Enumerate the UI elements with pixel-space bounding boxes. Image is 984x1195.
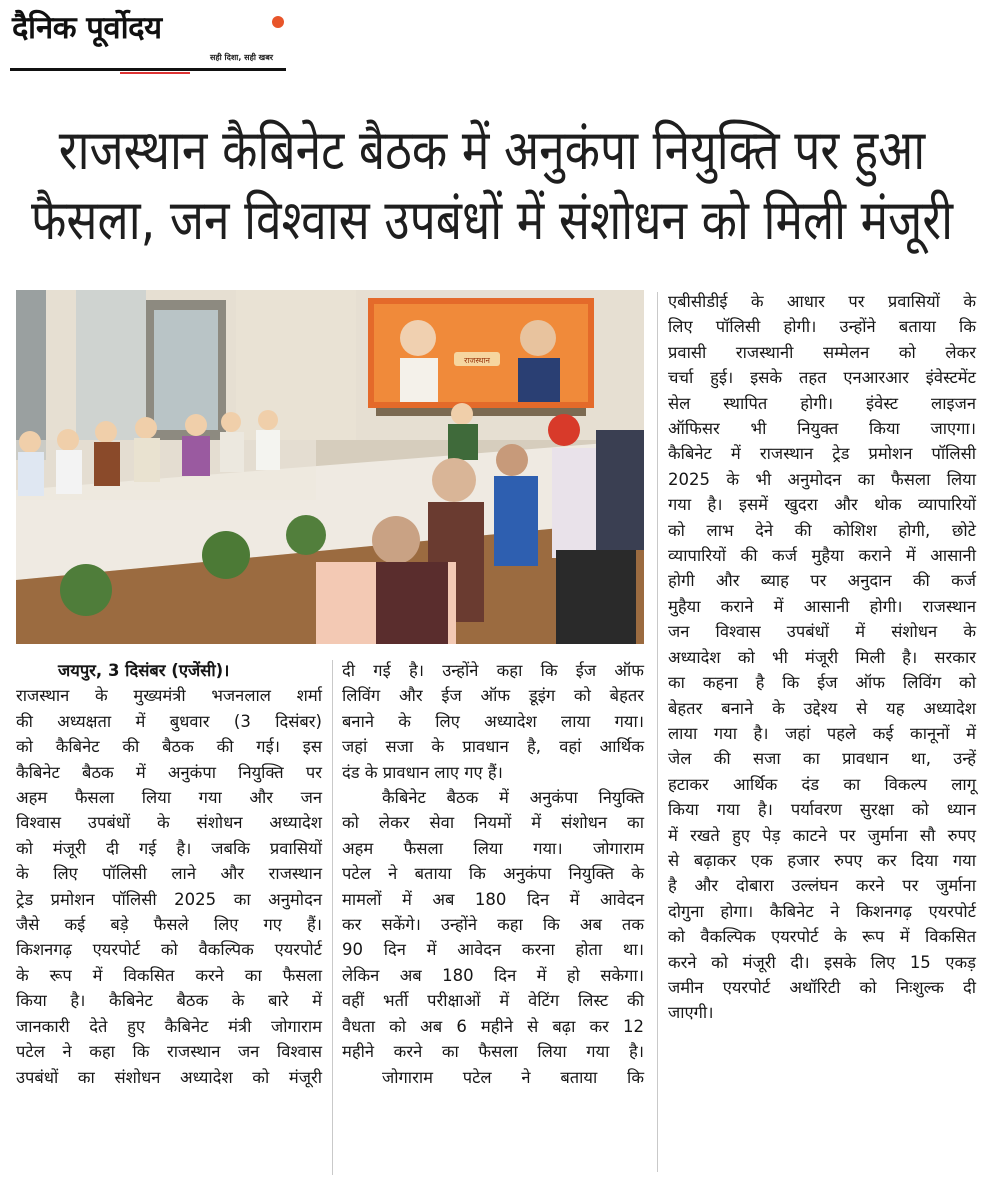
text-line: को लेकर सेवा नियमों में संशोधन का <box>342 813 644 833</box>
text-line: जेल की सजा का प्रावधान था, उन्हें <box>668 749 976 769</box>
text-line: जमीन एयरपोर्ट अथॉरिटी को निःशुल्क दी <box>668 977 976 997</box>
text-line: के रूप में विकसित करने का फैसला <box>16 965 322 985</box>
text-line: किशनगढ़ एयरपोर्ट को वैकल्पिक एयरपोर्ट <box>16 940 322 960</box>
text-line: 2025 के भी अनुमोदन का फैसला लिया <box>668 469 976 489</box>
text-line: लेकिन अब 180 दिन में हो सकेगा। <box>342 965 644 985</box>
masthead-accent-rule <box>120 72 190 74</box>
text-line: बेहतर बनाने के उद्देश्य से यह अध्यादेश <box>668 698 976 718</box>
text-line: से बढ़ाकर एक हजार रुपए कर दिया गया <box>668 850 976 870</box>
text-line: महीने करने का फैसला लिया गया है। <box>342 1042 644 1062</box>
newspaper-name: दैनिक पूर्वोदय <box>12 10 162 46</box>
text-line: को मंजूरी दी गई है। जबकि प्रवासियों <box>16 838 322 858</box>
text-line: को वैकल्पिक एयरपोर्ट के रूप में विकसित <box>668 927 976 947</box>
text-line: पटेल ने कहा कि राजस्थान जन विश्वास <box>16 1042 322 1062</box>
text-line: किया गया है। पर्यावरण सुरक्षा को ध्यान <box>668 800 976 820</box>
text-line: होगी और ब्याह पर अनुदान की कर्ज <box>668 571 976 591</box>
text-line: जानकारी देते हुए कैबिनेट मंत्री जोगाराम <box>16 1016 322 1036</box>
text-line: पटेल ने बताया कि अनुकंपा नियुक्ति के <box>342 864 644 884</box>
text-line: दंड के प्रावधान लाए गए हैं। <box>342 762 503 782</box>
column-divider <box>332 660 333 1175</box>
meeting-illustration <box>16 290 644 644</box>
text-line: लाया गया है। जहां पहले कई कानूनों में <box>668 723 976 743</box>
screen-banner-text: राजस्थान <box>464 356 490 365</box>
text-line: जैसे कई बड़े फैसले लिए गए हैं। <box>16 915 322 935</box>
text-line: ऑफिसर भी नियुक्त किया जाएगा। <box>668 419 976 439</box>
text-line: ट्रेड प्रमोशन पॉलिसी 2025 का अनुमोदन <box>16 889 322 909</box>
article-column-1 <box>16 658 322 1090</box>
column-divider <box>657 292 658 1172</box>
text-line: प्रवासी राजस्थानी सम्मेलन को लेकर <box>668 342 976 362</box>
text-line: को कैबिनेट की बैठक की गई। इस <box>16 737 322 757</box>
text-line: राजस्थान के मुख्यमंत्री भजनलाल शर्मा <box>16 686 322 706</box>
text-line: में रखते हुए पेड़ काटने पर जुर्माना सौ रुपए <box>668 825 976 845</box>
article-column-2 <box>342 658 644 1090</box>
text-line: व्यापारियों की कर्ज मुहैया कराने में आसानी <box>668 546 976 566</box>
headline-line-1: राजस्थान कैबिनेट बैठक में अनुकंपा नियुक्ति पर हुआ <box>58 117 926 182</box>
text-line: जहां सजा के प्रावधान है, वहां आर्थिक <box>342 737 644 757</box>
text-line: 90 दिन में आवेदन करना होता था। <box>342 940 644 960</box>
text-line: कर सकेंगे। उन्होंने कहा कि अब तक <box>342 915 644 935</box>
text-line: करने को मंजूरी दी। इसके लिए 15 एकड़ <box>668 952 976 972</box>
text-line: कैबिनेट बैठक में अनुकंपा नियुक्ति <box>382 788 644 808</box>
text-line: हटाकर आर्थिक दंड का विकल्प लागू <box>668 774 976 794</box>
text-line: लिविंग और ईज ऑफ डूइंग को बेहतर <box>342 686 644 706</box>
text-line: कैबिनेट बैठक में अनुकंपा नियुक्ति पर <box>16 762 322 782</box>
article-column-3 <box>668 289 976 1026</box>
cabinet-meeting-photo <box>16 290 644 644</box>
text-line: उपबंधों का संशोधन अध्यादेश को मंजूरी <box>16 1067 322 1087</box>
text-line: है और दोबारा उल्लंघन करने पर जुर्माना <box>668 876 976 896</box>
text-line: जाएगी। <box>668 1003 714 1023</box>
text-line: मुहैया कराने में आसानी होगी। राजस्थान <box>668 596 976 616</box>
text-line: अध्यादेश को भी मंजूरी मिली है। सरकार <box>668 647 976 667</box>
text-line: वहीं भर्ती परीक्षाओं में वेटिंग लिस्ट की <box>342 991 644 1011</box>
headline-line-2: फैसला, जन विश्वास उपबंधों में संशोधन को मिली मंजूरी <box>30 187 954 252</box>
text-line: दी गई है। उन्होंने कहा कि ईज ऑफ <box>342 661 644 680</box>
logo-dot-icon <box>272 16 284 28</box>
text-line: वैधता को अब 6 महीने से बढ़ा कर 12 <box>342 1016 644 1036</box>
newspaper-tagline: सही दिशा, सही खबर <box>210 53 274 62</box>
text-line: अहम फैसला लिया गया। जोगाराम <box>342 838 644 858</box>
text-line: चर्चा हुई। इसके तहत एनआरआर इंवेस्टमेंट <box>668 368 976 388</box>
text-line: का कहना है कि ईज ऑफ लिविंग को <box>668 673 976 693</box>
masthead <box>10 6 300 72</box>
text-line: अहम फैसला लिया गया और जन <box>16 788 322 808</box>
text-line: जन विश्वास उपबंधों में संशोधन के <box>668 622 976 642</box>
text-line: को लाभ देने की कोशिश होगी, छोटे <box>668 520 976 540</box>
text-line: के लिए पॉलिसी लाने और राजस्थान <box>16 864 322 884</box>
article-dateline: जयपुर, 3 दिसंबर (एजेंसी)। <box>58 661 230 680</box>
text-line: विश्वास उपबंधों के संशोधन अध्यादेश <box>16 813 322 833</box>
text-line: सेल स्थापित होगी। इंवेस्ट लाइजन <box>668 393 976 413</box>
text-line: एबीसीडीई के आधार पर प्रवासियों के <box>668 292 976 311</box>
text-line: दोगुना होगा। कैबिनेट ने किशनगढ़ एयरपोर्ट <box>668 901 976 921</box>
text-line: लिए पॉलिसी होगी। उन्होंने बताया कि <box>668 317 976 337</box>
text-line: बनाने के लिए अध्यादेश लाया गया। <box>342 711 644 731</box>
text-line: कैबिनेट में राजस्थान ट्रेड प्रमोशन पॉलिसी <box>668 444 976 464</box>
masthead-rule <box>10 68 286 71</box>
text-line: गया है। इसमें खुदरा और थोक व्यापारियों <box>668 495 976 515</box>
text-line: मामलों में अब 180 दिन में आवेदन <box>342 889 644 909</box>
text-line: जोगाराम पटेल ने बताया कि <box>382 1067 644 1087</box>
text-line: की अध्यक्षता में बुधवार (3 दिसंबर) <box>16 711 322 731</box>
text-line: किया है। कैबिनेट बैठक के बारे में <box>16 991 322 1011</box>
